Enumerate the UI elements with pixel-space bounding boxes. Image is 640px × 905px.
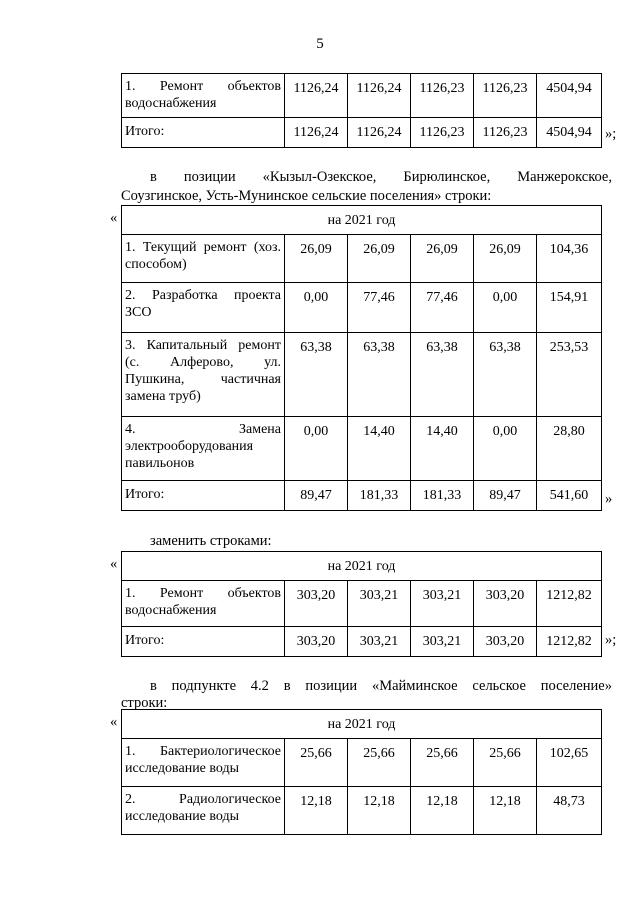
cell-value: 0,00 [285,417,348,481]
paragraph-line: в подпункте 4.2 в позиции «Майминское сельское поселение» [150,678,612,694]
cell-value: 303,21 [348,581,411,627]
total-value: 1126,23 [411,118,474,148]
cell-value: 0,00 [285,283,348,333]
cell-value: 1126,23 [474,74,537,118]
table-original-rows [121,205,602,511]
total-label: Итого: [122,481,285,511]
paragraph-replace: заменить строками: [150,533,272,549]
cell-value: 102,65 [537,739,602,787]
row-label: 4. Замена электрооборудования павильонов [122,417,285,481]
cell-value: 303,20 [285,581,348,627]
table-row [122,235,602,283]
cell-value: 48,73 [537,787,602,835]
cell-value: 25,66 [411,739,474,787]
row-label: 1. Ремонт объектов водоснабжения [122,74,285,118]
cell-value: 104,36 [537,235,602,283]
open-quote: « [110,210,118,226]
open-quote: « [110,556,118,572]
cell-value: 12,18 [474,787,537,835]
table-header-row [122,552,602,581]
total-label: Итого: [122,627,285,657]
page-number: 5 [316,36,324,52]
cell-value: 63,38 [474,333,537,417]
cell-value: 4504,94 [537,74,602,118]
total-value: 181,33 [411,481,474,511]
total-row [122,118,602,148]
table-header: на 2021 год [122,206,602,235]
total-value: 1212,82 [537,627,602,657]
table-row [122,333,602,417]
cell-value: 28,80 [537,417,602,481]
close-quote: »; [605,632,617,648]
total-value: 4504,94 [537,118,602,148]
table-header-row [122,206,602,235]
row-label: 2. Разработка проекта ЗСО [122,283,285,333]
total-value: 303,21 [411,627,474,657]
cell-value: 12,18 [348,787,411,835]
cell-value: 26,09 [348,235,411,283]
paragraph-line: строки: [121,695,168,711]
table-row [122,283,602,333]
paragraph-line: Соузгинское, Усть-Мунинское сельские поселения» строки: [121,188,492,204]
total-value: 541,60 [537,481,602,511]
total-value: 89,47 [474,481,537,511]
cell-value: 14,40 [348,417,411,481]
cell-value: 63,38 [285,333,348,417]
paragraph-position-1 [150,168,612,187]
row-label: 3. Капитальный ремонт (с. Алферово, ул. Пушкина, частичная замена труб) [122,333,285,417]
cell-value: 0,00 [474,283,537,333]
total-row [122,627,602,657]
table-row [122,581,602,627]
table-row [122,739,602,787]
cell-value: 12,18 [285,787,348,835]
row-label: 2. Радиологическое исследование воды [122,787,285,835]
total-value: 303,20 [474,627,537,657]
cell-value: 26,09 [285,235,348,283]
cell-value: 12,18 [411,787,474,835]
cell-value: 25,66 [348,739,411,787]
cell-value: 1126,24 [348,74,411,118]
cell-value: 77,46 [411,283,474,333]
cell-value: 303,21 [411,581,474,627]
table-row [122,787,602,835]
cell-value: 14,40 [411,417,474,481]
table-header-row [122,710,602,739]
cell-value: 63,38 [348,333,411,417]
cell-value: 1126,23 [411,74,474,118]
cell-value: 154,91 [537,283,602,333]
cell-value: 253,53 [537,333,602,417]
table-replacement-rows [121,551,602,657]
table-header: на 2021 год [122,552,602,581]
total-value: 1126,23 [474,118,537,148]
cell-value: 26,09 [474,235,537,283]
total-value: 303,21 [348,627,411,657]
table-water-repair-original [121,73,602,148]
row-label: 1. Ремонт объектов водоснабжения [122,581,285,627]
row-label: 1. Текущий ремонт (хоз. способом) [122,235,285,283]
cell-value: 1212,82 [537,581,602,627]
cell-value: 77,46 [348,283,411,333]
cell-value: 303,20 [474,581,537,627]
paragraph-line: в позиции «Кызыл-Озекское, Бирюлинское, Манжерокское, [150,169,612,185]
cell-value: 25,66 [285,739,348,787]
total-label: Итого: [122,118,285,148]
table-header: на 2021 год [122,710,602,739]
total-value: 181,33 [348,481,411,511]
paragraph-subclause [150,677,612,696]
total-value: 1126,24 [285,118,348,148]
cell-value: 1126,24 [285,74,348,118]
cell-value: 25,66 [474,739,537,787]
cell-value: 63,38 [411,333,474,417]
table-row [122,74,602,118]
close-quote: » [605,491,613,507]
cell-value: 0,00 [474,417,537,481]
table-row [122,417,602,481]
total-value: 89,47 [285,481,348,511]
total-row [122,481,602,511]
close-quote: »; [605,126,617,142]
table-maiminskoe-rows [121,709,602,835]
cell-value: 26,09 [411,235,474,283]
total-value: 303,20 [285,627,348,657]
open-quote: « [110,714,118,730]
total-value: 1126,24 [348,118,411,148]
row-label: 1. Бактериологическое исследование воды [122,739,285,787]
